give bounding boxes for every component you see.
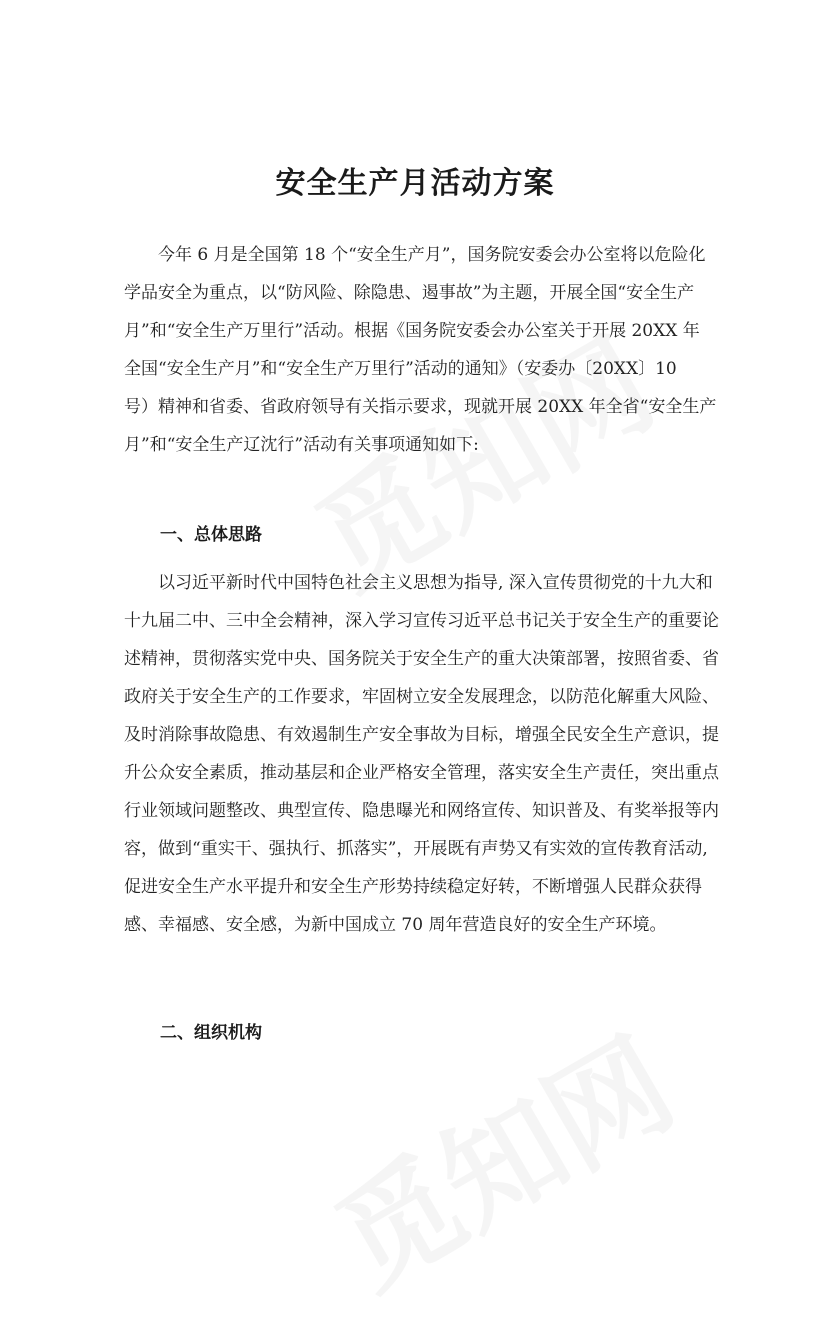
section-heading-organization: 二、组织机构 (160, 1023, 262, 1043)
paragraph-line: 号）精神和省委、省政府领导有关指示要求，现就开展 20XX 年全省“安全生产 (124, 397, 717, 417)
paragraph-line: 述精神，贯彻落实党中央、国务院关于安全生产的重大决策部署，按照省委、省 (124, 649, 719, 669)
paragraph-line: 升公众安全素质，推动基层和企业严格安全管理，落实安全生产责任，突出重点 (124, 763, 719, 783)
paragraph-line: 感、幸福感、安全感，为新中国成立 70 周年营造良好的安全生产环境。 (124, 915, 667, 935)
paragraph-line: 月”和“安全生产辽沈行”活动有关事项通知如下: (124, 435, 479, 455)
section-heading-overall-approach: 一、总体思路 (160, 525, 262, 545)
paragraph-line: 政府关于安全生产的工作要求，牢固树立安全发展理念，以防范化解重大风险、 (124, 687, 719, 707)
paragraph-line: 月”和“安全生产万里行”活动。根据《国务院安委会办公室关于开展 20XX 年 (124, 321, 700, 341)
paragraph-line: 全国“安全生产月”和“安全生产万里行”活动的通知》（安委办〔20XX〕10 (124, 359, 677, 379)
paragraph-line: 十九届二中、三中全会精神，深入学习宣传习近平总书记关于安全生产的重要论 (124, 611, 719, 631)
document-title: 安全生产月活动方案 (275, 166, 555, 201)
paragraph-line: 容，做到“重实干、强执行、抓落实”，开展既有声势又有实效的宣传教育活动, (124, 839, 708, 859)
paragraph-line: 今年 6 月是全国第 18 个“安全生产月”，国务院安委会办公室将以危险化 (124, 245, 706, 265)
paragraph-line: 促进安全生产水平提升和安全生产形势持续稳定好转，不断增强人民群众获得 (124, 877, 702, 897)
watermark (301, 992, 699, 1320)
paragraph-line: 行业领域问题整改、典型宣传、隐患曝光和网络宣传、知识普及、有奖举报等内 (124, 801, 719, 821)
paragraph-line: 以习近平新时代中国特色社会主义思想为指导, 深入宣传贯彻党的十九大和 (124, 573, 713, 593)
intro-paragraph (124, 236, 717, 464)
paragraph-line: 及时消除事故隐患、有效遏制生产安全事故为目标，增强全民安全生产意识，提 (124, 725, 719, 745)
section1-paragraph (124, 564, 719, 944)
paragraph-line: 学品安全为重点，以“防风险、除隐患、遏事故”为主题，开展全国“安全生产 (124, 283, 695, 303)
